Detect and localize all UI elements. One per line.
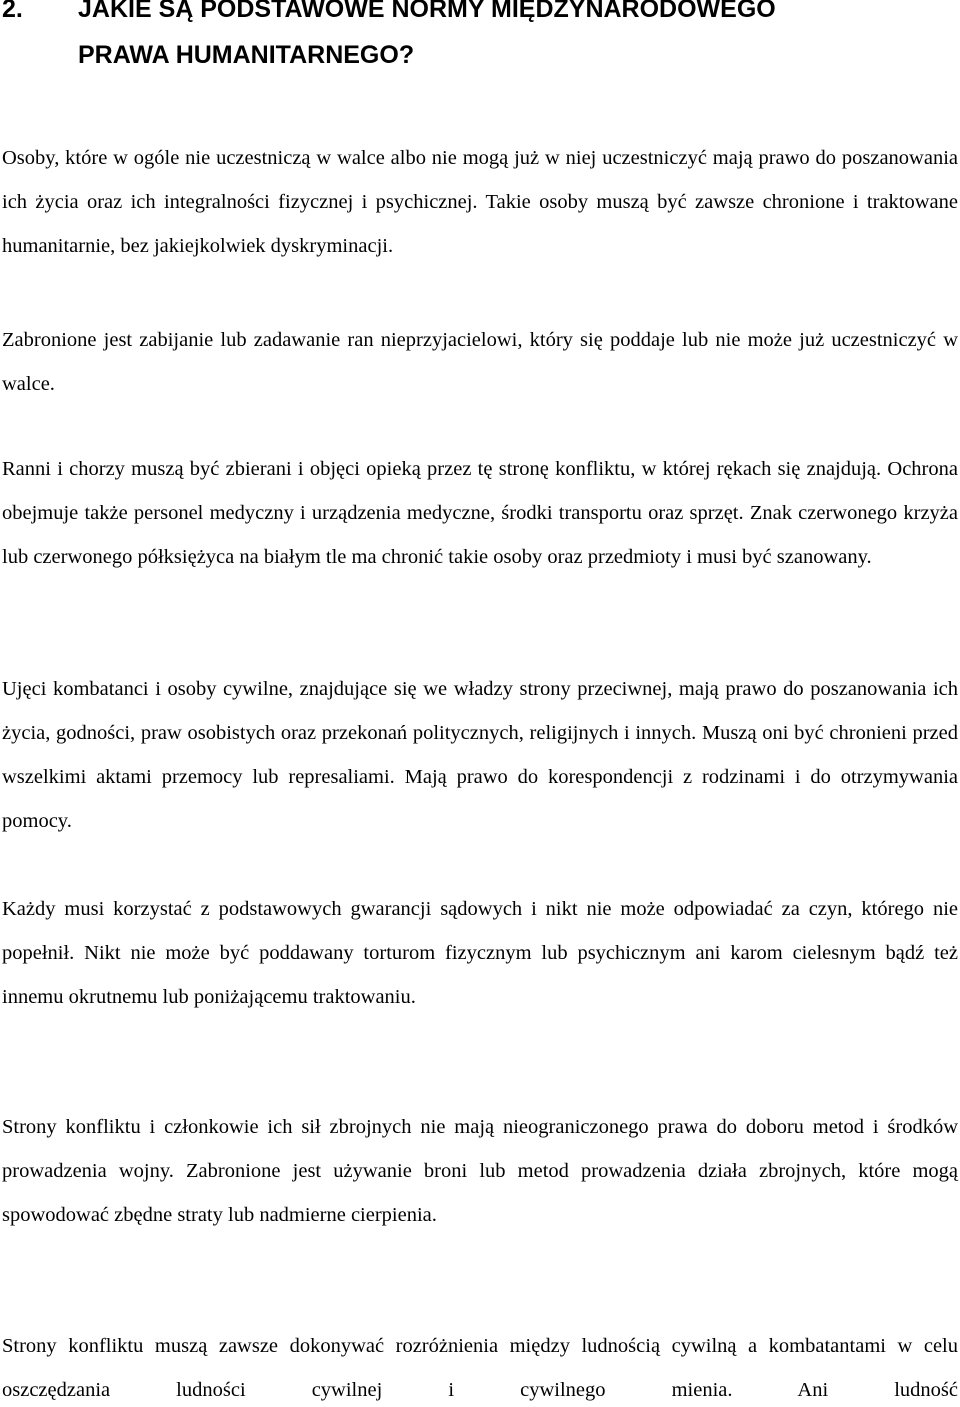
paragraph-6: Strony konfliktu i członkowie ich sił zbrojnych nie mają nieograniczonego prawa do doboru metod i środków prowadzenia wojny. Zabronione jest używanie broni lub metod prowadzenia działa zbrojnych, które mogą spowodować zbędne straty lub nadmierne cierpienia. (2, 1116, 958, 1226)
paragraph-2: Zabronione jest zabijanie lub zadawanie ran nieprzyjacielowi, który się poddaje lub nie może już uczestniczyć w walce. (2, 329, 958, 395)
section-title-line-2: PRAWA HUMANITARNEGO? (78, 41, 415, 69)
section-title-line-1: JAKIE SĄ PODSTAWOWE NORMY MIĘDZYNARODOWEGO (78, 0, 776, 23)
paragraph-1: Osoby, które w ogóle nie uczestniczą w walce albo nie mogą już w niej uczestniczyć mają prawo do poszanowania ich życia oraz ich integralności fizycznej i psychicznej. Takie osoby muszą być zawsze chronione i traktowane humanitarnie, bez jakiejkolwiek dyskryminacji. (2, 147, 958, 257)
section-number: 2. (2, 0, 23, 23)
paragraph-7: Strony konfliktu muszą zawsze dokonywać rozróżnienia między ludnością cywilną a kombatantami w celu oszczędzania ludności cywilnej i cywilnego mienia. Ani ludność (2, 1335, 958, 1401)
paragraph-5: Każdy musi korzystać z podstawowych gwarancji sądowych i nikt nie może odpowiadać za czyn, którego nie popełnił. Nikt nie może być poddawany torturom fizycznym lub psychicznym ani karom cielesnym bądź też innemu okrutnemu lub poniżającemu traktowaniu. (2, 898, 958, 1008)
section-heading (2, 0, 960, 78)
paragraph-3: Ranni i chorzy muszą być zbierani i objęci opieką przez tę stronę konfliktu, w której rękach się znajdują. Ochrona obejmuje także personel medyczny i urządzenia medyczne, środki transportu oraz sprzęt. Znak czerwonego krzyża lub czerwonego półksiężyca na białym tle ma chronić takie osoby oraz przedmioty i musi być szanowany. (2, 458, 958, 568)
paragraph-4: Ujęci kombatanci i osoby cywilne, znajdujące się we władzy strony przeciwnej, mają prawo do poszanowania ich życia, godności, praw osobistych oraz przekonań politycznych, religijnych i innych. Muszą oni być chronieni przed wszelkimi aktami przemocy lub represaliami. Mają prawo do korespondencji z rodzinami i do otrzymywania pomocy. (2, 678, 958, 832)
